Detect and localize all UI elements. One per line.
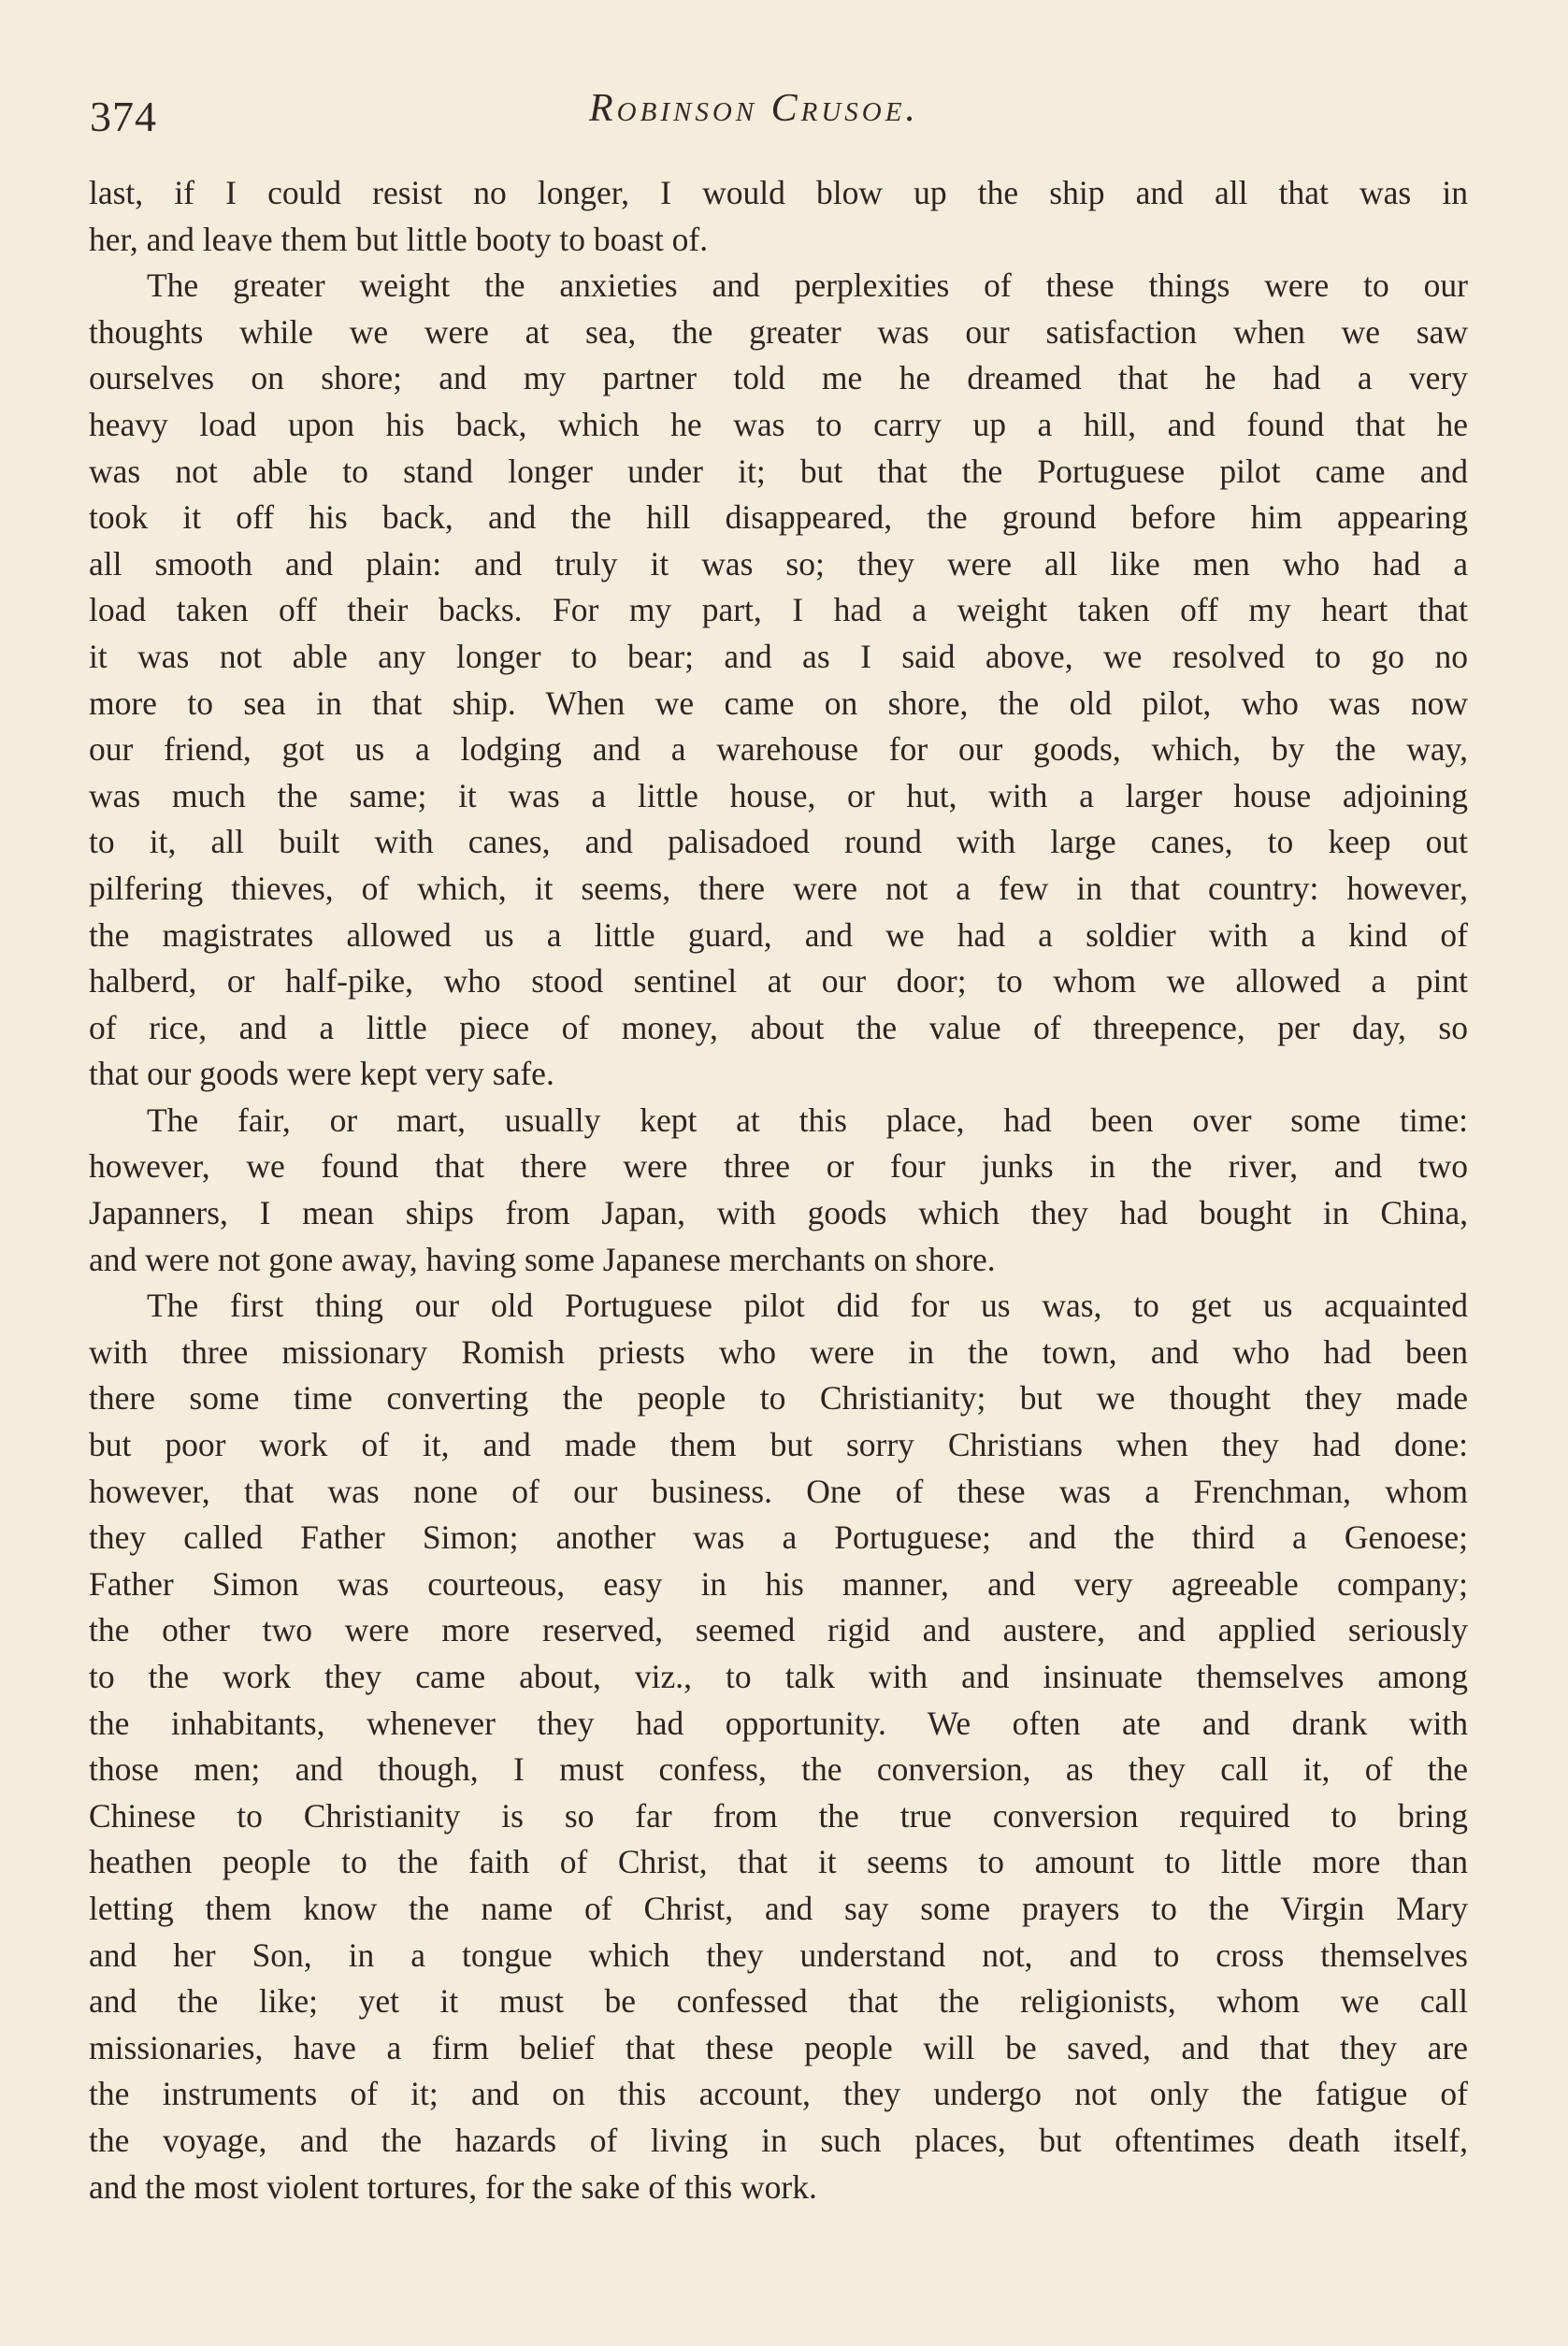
text-line: letting them know the name of Christ, and say some prayers to the Virgin Mary [89,1889,1468,1927]
text-line: The greater weight the anxieties and perplexities of these things were to our [147,266,1468,305]
text-line: The first thing our old Portuguese pilot did for us was, to get us acquainted [147,1287,1468,1325]
text-line: Chinese to Christianity is so far from the true conversion required to bring [89,1796,1468,1835]
text-line: thoughts while we were at sea, the greater was our satisfaction when we saw [89,312,1468,351]
text-line: the magistrates allowed us a little guard, and we had a soldier with a kind of [89,915,1468,954]
text-line: and her Son, in a tongue which they understand not, and to cross themselves [89,1936,1468,1974]
text-line: they called Father Simon; another was a Portuguese; and the third a Genoese; [89,1518,1468,1557]
text-line: all smooth and plain: and truly it was so; they were all like men who had a [89,544,1468,583]
text-line: those men; and though, I must confess, the conversion, as they call it, of the [89,1750,1468,1789]
text-line: to it, all built with canes, and palisadoed round with large canes, to keep out [89,823,1468,861]
text-line: and the like; yet it must be confessed that the religionists, whom we call [89,1982,1468,2021]
text-line: halberd, or half-pike, who stood sentinel at our door; to whom we allowed a pint [89,962,1468,1000]
text-line: Japanners, I mean ships from Japan, with goods which they had bought in China, [89,1194,1468,1232]
text-line: of rice, and a little piece of money, about the value of threepence, per day, so [89,1008,1468,1046]
text-line: her, and leave them but little booty to boast of. [89,220,709,258]
text-line: and were not gone away, having some Japanese merchants on shore. [89,1240,996,1278]
text-line: and the most violent tortures, for the sake of this work. [89,2167,817,2206]
text-line: The fair, or mart, usually kept at this place, had been over some time: [147,1101,1468,1139]
text-line: pilfering thieves, of which, it seems, there were not a few in that country: however, [89,869,1468,907]
text-line: however, we found that there were three or four junks in the river, and two [89,1147,1468,1186]
text-line: however, that was none of our business. One of these was a Frenchman, whom [89,1472,1468,1510]
running-title: Robinson Crusoe. [589,87,919,130]
text-line: the other two were more reserved, seemed rigid and austere, and applied seriously [89,1611,1468,1649]
text-line: heavy load upon his back, which he was to carry up a hill, and found that he [89,405,1468,443]
text-line: missionaries, have a firm belief that these people will be saved, and that they are [89,2028,1468,2066]
text-line: with three missionary Romish priests who were in the town, and who had been [89,1332,1468,1371]
text-line: was much the same; it was a little house, or hut, with a larger house adjoining [89,776,1468,814]
text-line: was not able to stand longer under it; but that the Portuguese pilot came and [89,452,1468,490]
text-line: load taken off their backs. For my part, I had a weight taken off my heart that [89,591,1468,629]
text-line: the inhabitants, whenever they had opportunity. We often ate and drank with [89,1704,1468,1742]
text-line: there some time converting the people to Christianity; but we thought they made [89,1379,1468,1418]
text-line: the voyage, and the hazards of living in such places, but oftentimes death itself, [89,2121,1468,2159]
text-line: the instruments of it; and on this account, they undergo not only the fatigue of [89,2075,1468,2113]
text-line: last, if I could resist no longer, I would blow up the ship and all that was in [89,174,1468,211]
text-line: that our goods were kept very safe. [89,1055,554,1093]
text-line: to the work they came about, viz., to talk with and insinuate themselves among [89,1658,1468,1695]
text-line: more to sea in that ship. When we came on shore, the old pilot, who was now [89,684,1468,722]
body-text [89,170,1468,2210]
text-line: ourselves on shore; and my partner told me he dreamed that he had a very [89,359,1468,397]
text-line: Father Simon was courteous, easy in his manner, and very agreeable company; [89,1564,1468,1603]
text-line: heathen people to the faith of Christ, that it seems to amount to little more than [89,1843,1468,1881]
page-number: 374 [90,93,157,140]
text-line: but poor work of it, and made them but sorry Christians when they had done: [89,1426,1468,1464]
text-line: our friend, got us a lodging and a warehouse for our goods, which, by the way, [89,730,1468,769]
text-line: took it off his back, and the hill disappeared, the ground before him appearing [89,498,1468,537]
text-line: it was not able any longer to bear; and as I said above, we resolved to go no [89,637,1468,675]
